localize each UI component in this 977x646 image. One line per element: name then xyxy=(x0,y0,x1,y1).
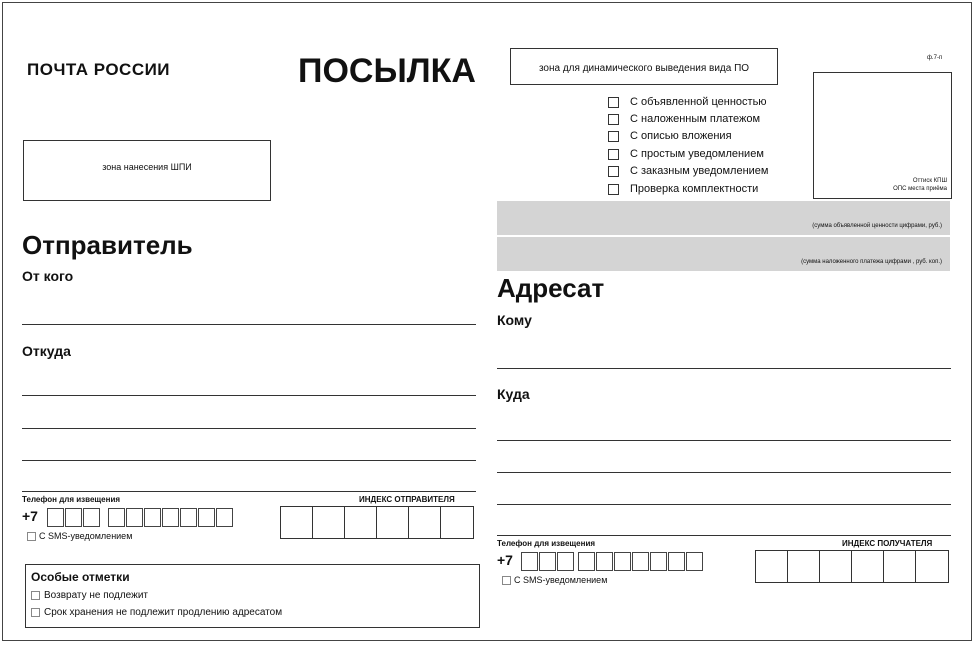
digit-cell[interactable] xyxy=(539,552,556,571)
recipient-phone-cells[interactable] xyxy=(521,552,575,571)
recipient-index-label: ИНДЕКС ПОЛУЧАТЕЛЯ xyxy=(842,539,933,548)
option-simple-notice[interactable] xyxy=(608,147,764,161)
option-label: С описью вложения xyxy=(630,130,732,142)
stamp-box xyxy=(813,72,952,199)
digit-cell[interactable] xyxy=(557,552,574,571)
declared-value-field[interactable] xyxy=(497,201,950,235)
checkbox[interactable] xyxy=(608,97,619,108)
index-cell[interactable] xyxy=(852,551,884,582)
special-marks-box xyxy=(25,564,480,628)
digit-cell[interactable] xyxy=(65,508,82,527)
recipient-address-line[interactable] xyxy=(497,535,951,536)
recipient-address-line[interactable] xyxy=(497,472,951,473)
page-title: ПОСЫЛКА xyxy=(298,52,476,90)
sender-phone-cells[interactable] xyxy=(108,508,234,527)
option-cod[interactable] xyxy=(608,112,760,126)
index-cell[interactable] xyxy=(345,507,377,538)
sender-phone-prefix: +7 xyxy=(22,508,38,524)
digit-cell[interactable] xyxy=(126,508,143,527)
recipient-heading: Адресат xyxy=(497,273,605,303)
special-marks-title: Особые отметки xyxy=(31,570,130,584)
digit-cell[interactable] xyxy=(198,508,215,527)
cod-amount-field[interactable] xyxy=(497,237,950,271)
po-type-zone: зона для динамического выведения вида ПО xyxy=(510,48,778,85)
digit-cell[interactable] xyxy=(180,508,197,527)
special-item-label: Возврату не подлежит xyxy=(44,590,148,601)
checkbox[interactable] xyxy=(31,608,40,617)
digit-cell[interactable] xyxy=(216,508,233,527)
recipient-phone-label: Телефон для извещения xyxy=(497,539,596,548)
option-declared-value[interactable] xyxy=(608,95,767,109)
recipient-phone-prefix: +7 xyxy=(497,552,513,568)
option-inventory[interactable] xyxy=(608,129,732,143)
digit-cell[interactable] xyxy=(108,508,125,527)
checkbox[interactable] xyxy=(608,166,619,177)
checkbox[interactable] xyxy=(27,532,36,541)
digit-cell[interactable] xyxy=(83,508,100,527)
special-no-extension[interactable] xyxy=(31,607,282,618)
sender-phone-cells[interactable] xyxy=(47,508,101,527)
index-cell[interactable] xyxy=(281,507,313,538)
form-code: ф.7-п xyxy=(927,55,943,61)
option-completeness-check[interactable] xyxy=(608,182,758,196)
sender-sms-option[interactable] xyxy=(27,531,132,541)
stamp-caption-1: Оттиск КПШ xyxy=(912,178,947,184)
option-label: С простым уведомлением xyxy=(630,148,764,160)
digit-cell[interactable] xyxy=(632,552,649,571)
sender-address-line[interactable] xyxy=(22,460,476,461)
digit-cell[interactable] xyxy=(614,552,631,571)
checkbox[interactable] xyxy=(608,131,619,142)
digit-cell[interactable] xyxy=(596,552,613,571)
index-cell[interactable] xyxy=(916,551,948,582)
recipient-address-line[interactable] xyxy=(497,504,951,505)
recipient-sms-option[interactable] xyxy=(502,575,607,585)
recipient-phone-cells[interactable] xyxy=(578,552,704,571)
checkbox[interactable] xyxy=(608,114,619,125)
digit-cell[interactable] xyxy=(162,508,179,527)
index-cell[interactable] xyxy=(788,551,820,582)
sender-heading: Отправитель xyxy=(22,230,193,260)
recipient-where-label: Куда xyxy=(497,386,530,402)
sender-where-label: Откуда xyxy=(22,343,71,359)
index-cell[interactable] xyxy=(820,551,852,582)
option-registered-notice[interactable] xyxy=(608,164,768,178)
declared-value-caption: (сумма объявленной ценности цифрами, руб.) xyxy=(812,223,942,229)
special-item-label: Срок хранения не подлежит продлению адресатом xyxy=(44,607,283,618)
recipient-address-line[interactable] xyxy=(497,440,951,441)
special-no-return[interactable] xyxy=(31,590,148,601)
index-cell[interactable] xyxy=(409,507,441,538)
recipient-to-label: Кому xyxy=(497,312,532,328)
recipient-name-line[interactable] xyxy=(497,368,951,369)
digit-cell[interactable] xyxy=(521,552,538,571)
index-cell[interactable] xyxy=(377,507,409,538)
index-cell[interactable] xyxy=(441,507,473,538)
digit-cell[interactable] xyxy=(650,552,667,571)
sender-index-label: ИНДЕКС ОТПРАВИТЕЛЯ xyxy=(359,495,455,504)
sender-address-line[interactable] xyxy=(22,395,476,396)
checkbox[interactable] xyxy=(608,149,619,160)
sender-address-line[interactable] xyxy=(22,491,476,492)
logo: ПОЧТА РОССИИ xyxy=(27,60,171,79)
checkbox[interactable] xyxy=(31,591,40,600)
sender-phone-label: Телефон для извещения xyxy=(22,495,121,504)
cod-caption: (сумма наложенного платежа цифрами , руб. коп.) xyxy=(801,259,942,265)
sms-label: С SMS-уведомлением xyxy=(514,575,608,585)
digit-cell[interactable] xyxy=(578,552,595,571)
recipient-index-boxes[interactable] xyxy=(755,550,949,583)
sender-from-label: От кого xyxy=(22,268,74,284)
sender-name-line[interactable] xyxy=(22,324,476,325)
shpi-zone: зона нанесения ШПИ xyxy=(23,140,271,201)
checkbox[interactable] xyxy=(502,576,511,585)
index-cell[interactable] xyxy=(884,551,916,582)
option-label: С заказным уведомлением xyxy=(630,165,769,177)
digit-cell[interactable] xyxy=(47,508,64,527)
digit-cell[interactable] xyxy=(686,552,703,571)
digit-cell[interactable] xyxy=(144,508,161,527)
digit-cell[interactable] xyxy=(668,552,685,571)
option-label: С объявленной ценностью xyxy=(630,96,767,108)
index-cell[interactable] xyxy=(756,551,788,582)
index-cell[interactable] xyxy=(313,507,345,538)
stamp-caption-2: ОПС места приёма xyxy=(893,186,947,192)
checkbox[interactable] xyxy=(608,184,619,195)
option-label: Проверка комплектности xyxy=(630,183,759,195)
sender-index-boxes[interactable] xyxy=(280,506,474,539)
option-label: С наложенным платежом xyxy=(630,113,761,125)
sender-address-line[interactable] xyxy=(22,428,476,429)
sms-label: С SMS-уведомлением xyxy=(39,531,133,541)
